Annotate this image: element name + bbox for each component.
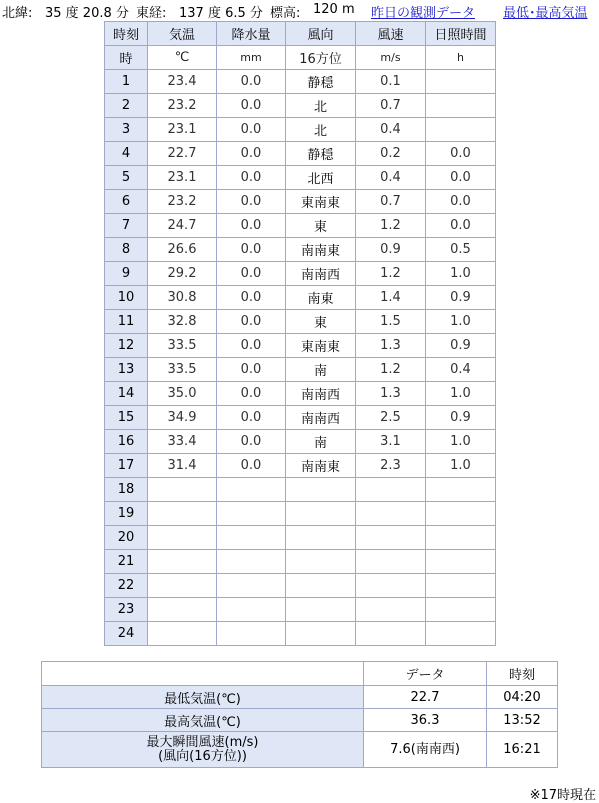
cell-precipitation: 0.0 xyxy=(217,310,286,334)
cell-sunshine: 1.0 xyxy=(426,382,496,406)
cell-sunshine: 1.0 xyxy=(426,454,496,478)
table-row xyxy=(105,190,496,214)
cell-hour: 9 xyxy=(105,262,148,286)
summary-label xyxy=(42,732,364,768)
cell-hour: 8 xyxy=(105,238,148,262)
table-row xyxy=(105,334,496,358)
cell-precipitation: 0.0 xyxy=(217,262,286,286)
summary-row-min-temperature xyxy=(42,686,558,709)
cell-precipitation xyxy=(217,478,286,502)
cell-hour: 3 xyxy=(105,118,148,142)
summary-header-row xyxy=(42,662,558,686)
cell-hour: 22 xyxy=(105,574,148,598)
summary-data: 22.7 xyxy=(364,686,487,709)
cell-wind-speed: 1.4 xyxy=(356,286,426,310)
cell-sunshine xyxy=(426,622,496,646)
cell-hour: 21 xyxy=(105,550,148,574)
cell-precipitation: 0.0 xyxy=(217,94,286,118)
cell-wind-direction: 南 xyxy=(286,358,356,382)
cell-temperature: 34.9 xyxy=(148,406,217,430)
cell-sunshine: 0.9 xyxy=(426,406,496,430)
table-row xyxy=(105,526,496,550)
cell-sunshine: 0.0 xyxy=(426,142,496,166)
cell-wind-direction: 東 xyxy=(286,214,356,238)
cell-wind-direction xyxy=(286,550,356,574)
table-row xyxy=(105,622,496,646)
cell-hour: 4 xyxy=(105,142,148,166)
cell-hour: 6 xyxy=(105,190,148,214)
cell-wind-direction: 静穏 xyxy=(286,142,356,166)
cell-temperature: 23.1 xyxy=(148,166,217,190)
longitude-label: 東経: xyxy=(136,6,167,21)
cell-hour: 16 xyxy=(105,430,148,454)
table-row xyxy=(105,310,496,334)
cell-sunshine xyxy=(426,574,496,598)
cell-wind-speed xyxy=(356,550,426,574)
cell-sunshine xyxy=(426,94,496,118)
summary-header-blank xyxy=(42,662,364,686)
cell-wind-direction: 静穏 xyxy=(286,70,356,94)
cell-wind-speed xyxy=(356,502,426,526)
table-row xyxy=(105,262,496,286)
latitude-label: 北緯: xyxy=(2,6,33,21)
cell-temperature: 32.8 xyxy=(148,310,217,334)
table-row xyxy=(105,358,496,382)
cell-wind-speed: 1.3 xyxy=(356,334,426,358)
cell-wind-direction xyxy=(286,526,356,550)
cell-sunshine xyxy=(426,118,496,142)
column-header-wind-speed: 風速 xyxy=(356,22,426,46)
cell-wind-speed: 0.4 xyxy=(356,118,426,142)
cell-precipitation xyxy=(217,598,286,622)
daily-summary-table xyxy=(41,661,558,768)
cell-wind-speed xyxy=(356,478,426,502)
cell-wind-speed: 1.2 xyxy=(356,358,426,382)
unit-temperature: ℃ xyxy=(148,46,217,70)
cell-hour: 12 xyxy=(105,334,148,358)
unit-wind-speed: m/s xyxy=(356,46,426,70)
table-row xyxy=(105,406,496,430)
altitude-label: 標高: xyxy=(270,6,301,21)
table-row xyxy=(105,238,496,262)
cell-sunshine xyxy=(426,598,496,622)
unit-precipitation: mm xyxy=(217,46,286,70)
summary-header-data: データ xyxy=(364,662,487,686)
table-row xyxy=(105,574,496,598)
cell-temperature xyxy=(148,574,217,598)
cell-temperature: 33.5 xyxy=(148,358,217,382)
cell-wind-direction xyxy=(286,502,356,526)
cell-precipitation xyxy=(217,574,286,598)
cell-wind-speed xyxy=(356,598,426,622)
cell-wind-speed: 3.1 xyxy=(356,430,426,454)
table-row xyxy=(105,70,496,94)
cell-sunshine xyxy=(426,550,496,574)
summary-time: 13:52 xyxy=(487,709,558,732)
cell-wind-direction: 東 xyxy=(286,310,356,334)
table-row xyxy=(105,166,496,190)
summary-row-max-gust xyxy=(42,732,558,768)
cell-wind-speed: 1.3 xyxy=(356,382,426,406)
cell-hour: 11 xyxy=(105,310,148,334)
summary-label-line1: 最大瞬間風速(m/s) xyxy=(146,734,259,750)
cell-sunshine: 0.0 xyxy=(426,166,496,190)
cell-hour: 15 xyxy=(105,406,148,430)
column-header-temperature: 気温 xyxy=(148,22,217,46)
cell-temperature: 23.4 xyxy=(148,70,217,94)
cell-precipitation xyxy=(217,622,286,646)
column-header-sunshine: 日照時間 xyxy=(426,22,496,46)
summary-time: 04:20 xyxy=(487,686,558,709)
cell-wind-speed: 0.9 xyxy=(356,238,426,262)
cell-hour: 23 xyxy=(105,598,148,622)
cell-hour: 7 xyxy=(105,214,148,238)
header-row xyxy=(105,22,496,46)
cell-wind-direction: 東南東 xyxy=(286,190,356,214)
cell-sunshine xyxy=(426,70,496,94)
cell-wind-direction: 南 xyxy=(286,430,356,454)
cell-hour: 5 xyxy=(105,166,148,190)
cell-wind-speed: 0.7 xyxy=(356,190,426,214)
cell-temperature: 24.7 xyxy=(148,214,217,238)
cell-hour: 14 xyxy=(105,382,148,406)
cell-wind-direction xyxy=(286,478,356,502)
cell-temperature xyxy=(148,550,217,574)
yesterday-data-link[interactable]: 昨日の観測データ xyxy=(371,6,476,21)
summary-label: 最低気温(℃) xyxy=(42,686,364,709)
unit-time: 時 xyxy=(105,46,148,70)
cell-temperature: 26.6 xyxy=(148,238,217,262)
cell-wind-speed: 0.2 xyxy=(356,142,426,166)
cell-precipitation: 0.0 xyxy=(217,358,286,382)
cell-temperature xyxy=(148,598,217,622)
cell-sunshine: 0.5 xyxy=(426,238,496,262)
current-time-footnote: ※17時現在 xyxy=(529,788,596,803)
cell-sunshine: 0.0 xyxy=(426,190,496,214)
summary-data: 7.6(南南西) xyxy=(364,732,487,768)
table-row xyxy=(105,214,496,238)
cell-precipitation: 0.0 xyxy=(217,142,286,166)
cell-temperature xyxy=(148,526,217,550)
cell-temperature: 33.5 xyxy=(148,334,217,358)
cell-wind-speed: 0.1 xyxy=(356,70,426,94)
summary-label: 最高気温(℃) xyxy=(42,709,364,732)
cell-precipitation xyxy=(217,502,286,526)
station-info-bar xyxy=(0,0,599,20)
cell-wind-direction: 南東 xyxy=(286,286,356,310)
cell-precipitation: 0.0 xyxy=(217,166,286,190)
table-row xyxy=(105,598,496,622)
cell-wind-direction: 北西 xyxy=(286,166,356,190)
table-row xyxy=(105,142,496,166)
cell-temperature: 22.7 xyxy=(148,142,217,166)
altitude-value: 120 m xyxy=(313,2,355,17)
cell-sunshine: 0.9 xyxy=(426,286,496,310)
cell-wind-speed: 1.5 xyxy=(356,310,426,334)
table-row xyxy=(105,382,496,406)
cell-sunshine: 1.0 xyxy=(426,310,496,334)
table-row xyxy=(105,94,496,118)
cell-hour: 13 xyxy=(105,358,148,382)
summary-data: 36.3 xyxy=(364,709,487,732)
column-header-time: 時刻 xyxy=(105,22,148,46)
table-row xyxy=(105,430,496,454)
cell-wind-direction: 南南西 xyxy=(286,262,356,286)
table-row xyxy=(105,550,496,574)
cell-hour: 19 xyxy=(105,502,148,526)
cell-wind-direction: 南南東 xyxy=(286,454,356,478)
cell-temperature xyxy=(148,478,217,502)
cell-precipitation: 0.0 xyxy=(217,286,286,310)
cell-hour: 10 xyxy=(105,286,148,310)
column-header-wind-direction: 風向 xyxy=(286,22,356,46)
cell-precipitation: 0.0 xyxy=(217,406,286,430)
cell-hour: 2 xyxy=(105,94,148,118)
cell-wind-direction xyxy=(286,598,356,622)
cell-precipitation: 0.0 xyxy=(217,334,286,358)
cell-precipitation: 0.0 xyxy=(217,70,286,94)
cell-precipitation xyxy=(217,550,286,574)
cell-precipitation: 0.0 xyxy=(217,382,286,406)
cell-temperature: 29.2 xyxy=(148,262,217,286)
cell-hour: 24 xyxy=(105,622,148,646)
cell-wind-direction: 北 xyxy=(286,118,356,142)
cell-wind-direction: 北 xyxy=(286,94,356,118)
hourly-observation-table xyxy=(104,21,496,646)
cell-precipitation: 0.0 xyxy=(217,430,286,454)
longitude-value: 137 度 6.5 分 xyxy=(179,6,263,21)
unit-sunshine: h xyxy=(426,46,496,70)
cell-temperature: 23.2 xyxy=(148,190,217,214)
cell-wind-direction: 東南東 xyxy=(286,334,356,358)
cell-sunshine xyxy=(426,478,496,502)
cell-wind-speed xyxy=(356,622,426,646)
cell-precipitation: 0.0 xyxy=(217,214,286,238)
table-row xyxy=(105,286,496,310)
cell-wind-direction xyxy=(286,574,356,598)
cell-temperature xyxy=(148,622,217,646)
cell-temperature: 33.4 xyxy=(148,430,217,454)
cell-precipitation: 0.0 xyxy=(217,118,286,142)
cell-hour: 18 xyxy=(105,478,148,502)
table-row xyxy=(105,502,496,526)
cell-wind-direction: 南南東 xyxy=(286,238,356,262)
cell-temperature: 30.8 xyxy=(148,286,217,310)
table-row xyxy=(105,118,496,142)
cell-hour: 1 xyxy=(105,70,148,94)
cell-wind-speed: 2.5 xyxy=(356,406,426,430)
cell-wind-speed: 0.4 xyxy=(356,166,426,190)
cell-sunshine xyxy=(426,526,496,550)
cell-precipitation xyxy=(217,526,286,550)
summary-label-line2: (風向(16方位)) xyxy=(158,748,247,764)
cell-precipitation: 0.0 xyxy=(217,454,286,478)
cell-sunshine: 0.9 xyxy=(426,334,496,358)
cell-wind-speed: 1.2 xyxy=(356,262,426,286)
cell-wind-speed xyxy=(356,574,426,598)
cell-hour: 17 xyxy=(105,454,148,478)
cell-sunshine: 1.0 xyxy=(426,262,496,286)
cell-temperature: 35.0 xyxy=(148,382,217,406)
units-row xyxy=(105,46,496,70)
summary-time: 16:21 xyxy=(487,732,558,768)
table-row xyxy=(105,454,496,478)
latitude-value: 35 度 20.8 分 xyxy=(45,6,129,21)
cell-temperature: 23.1 xyxy=(148,118,217,142)
unit-wind-direction: 16方位 xyxy=(286,46,356,70)
cell-wind-speed: 1.2 xyxy=(356,214,426,238)
cell-precipitation: 0.0 xyxy=(217,238,286,262)
table-row xyxy=(105,478,496,502)
cell-sunshine: 0.4 xyxy=(426,358,496,382)
summary-row-max-temperature xyxy=(42,709,558,732)
column-header-precipitation: 降水量 xyxy=(217,22,286,46)
cell-temperature: 31.4 xyxy=(148,454,217,478)
summary-header-time: 時刻 xyxy=(487,662,558,686)
cell-wind-direction xyxy=(286,622,356,646)
cell-wind-direction: 南南西 xyxy=(286,382,356,406)
cell-hour: 20 xyxy=(105,526,148,550)
cell-wind-direction: 南南西 xyxy=(286,406,356,430)
cell-temperature: 23.2 xyxy=(148,94,217,118)
min-max-temperature-link[interactable]: 最低･最高気温 xyxy=(503,6,588,21)
cell-wind-speed: 2.3 xyxy=(356,454,426,478)
cell-precipitation: 0.0 xyxy=(217,190,286,214)
cell-sunshine: 1.0 xyxy=(426,430,496,454)
cell-sunshine: 0.0 xyxy=(426,214,496,238)
cell-wind-speed: 0.7 xyxy=(356,94,426,118)
cell-temperature xyxy=(148,502,217,526)
cell-wind-speed xyxy=(356,526,426,550)
cell-sunshine xyxy=(426,502,496,526)
